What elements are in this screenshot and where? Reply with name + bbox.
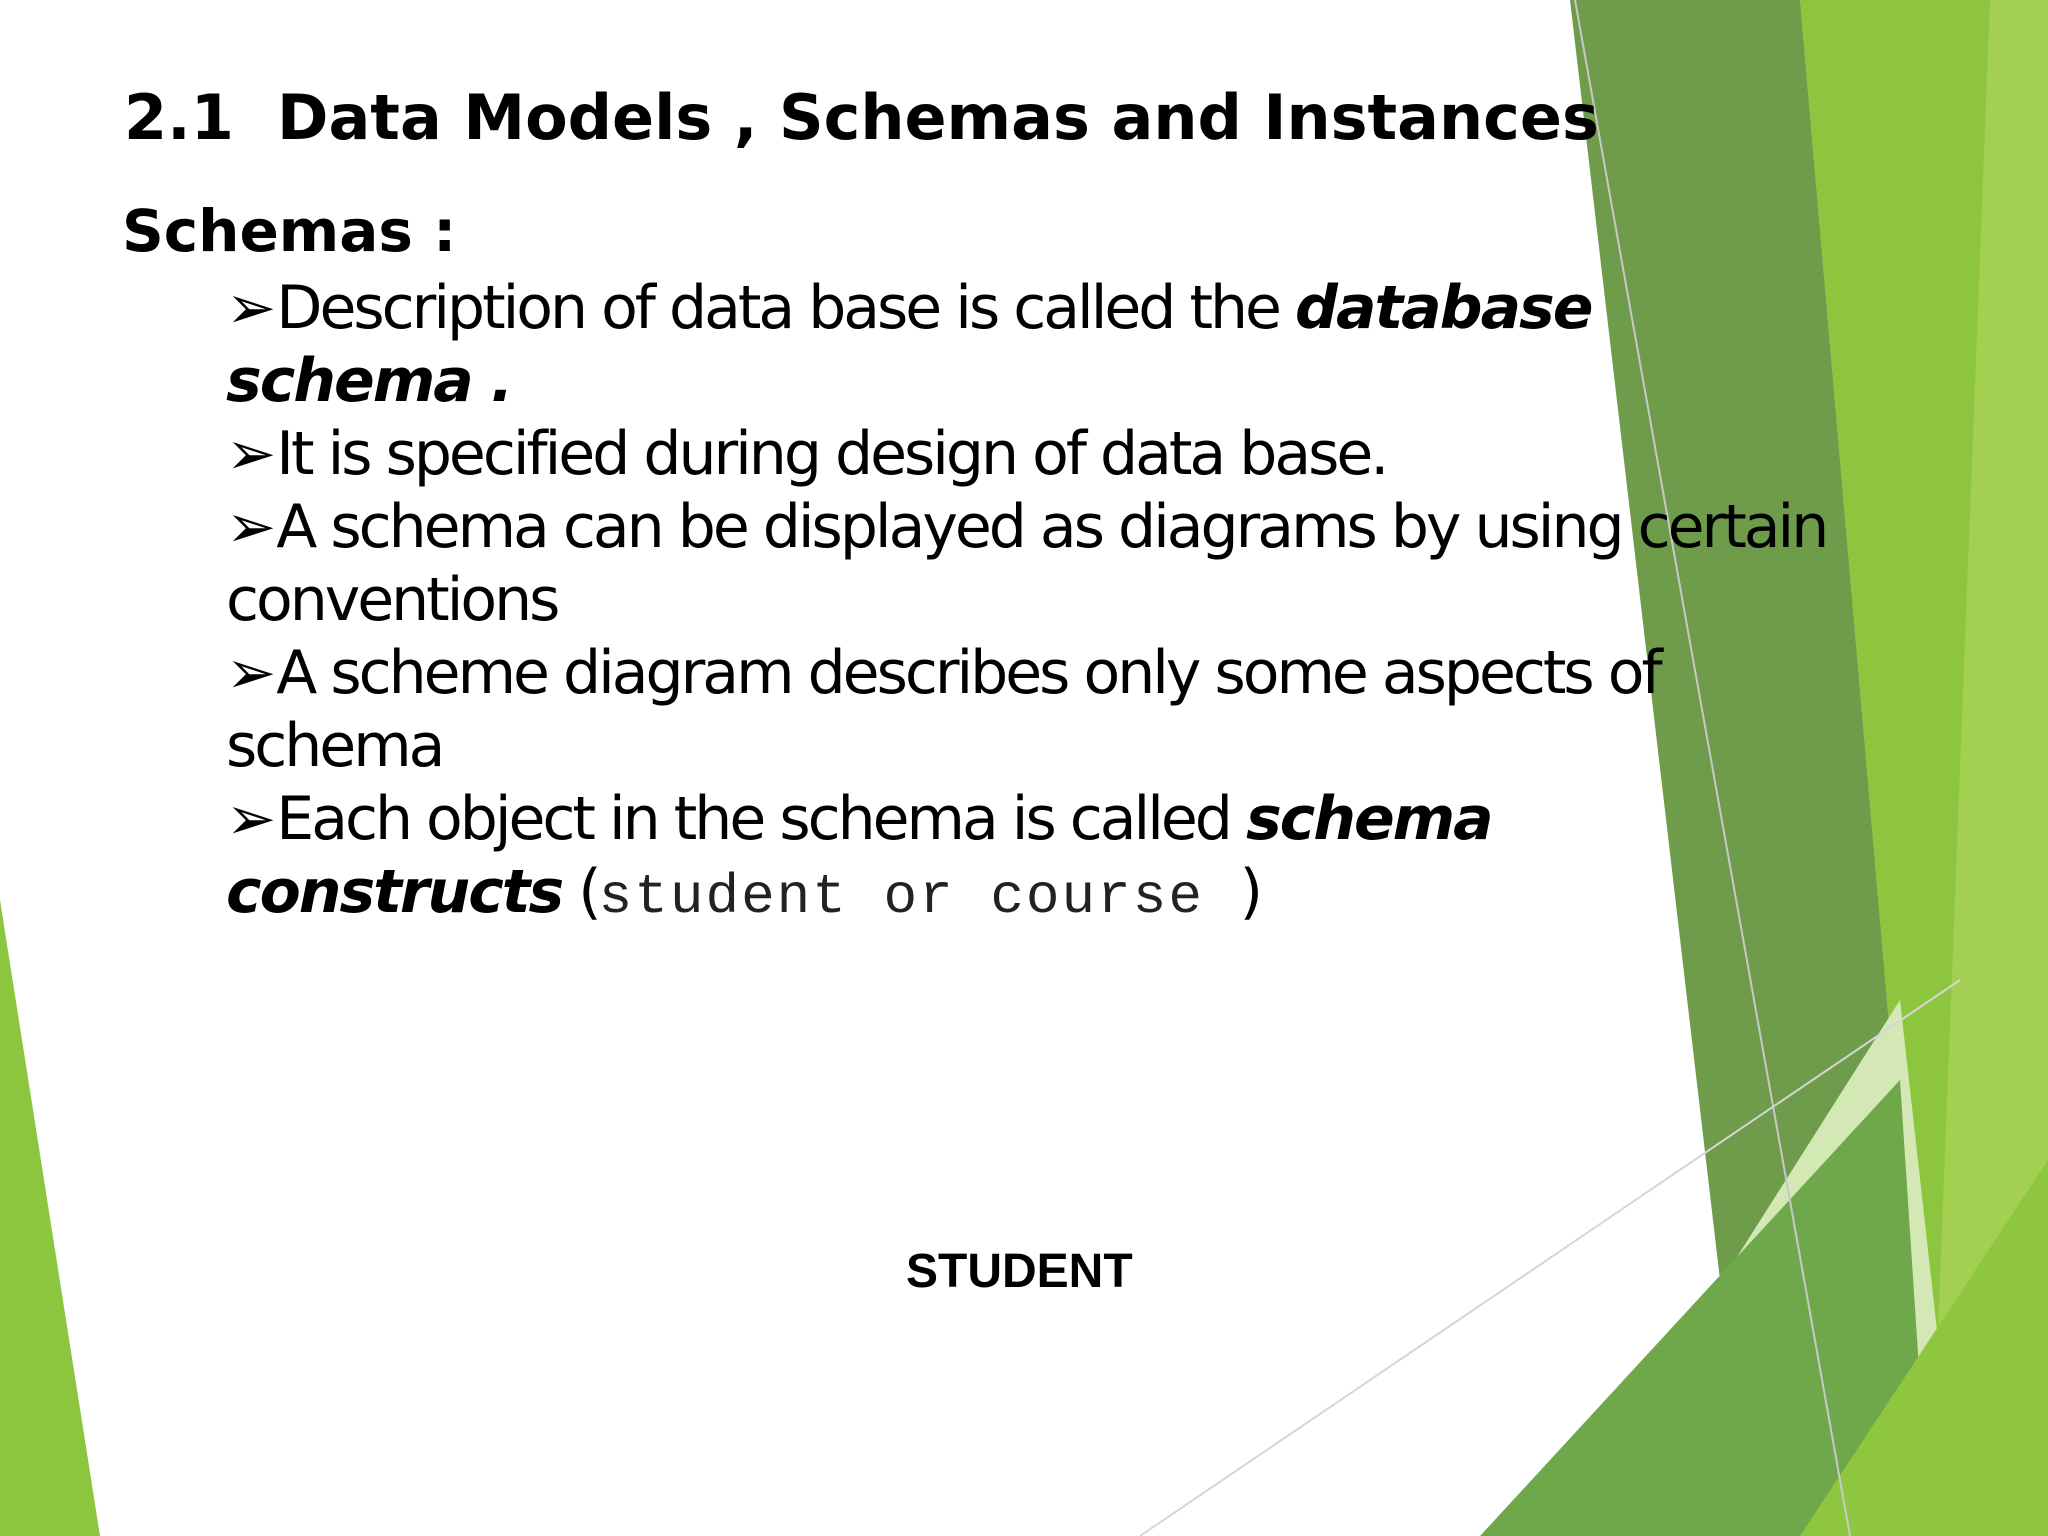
example-text: student or course — [598, 865, 1240, 929]
emphasis-text: database schema . — [226, 273, 1592, 416]
bullet-arrow-icon: ➢ — [226, 419, 277, 489]
left-green-wedge — [0, 900, 100, 1536]
bullet-arrow-icon: ➢ — [226, 273, 277, 343]
bullet-arrow-icon: ➢ — [226, 784, 277, 854]
bullet-item-5 — [226, 783, 1846, 934]
bullet-item-2 — [226, 418, 1846, 491]
bullet-text: A schema can be displayed as diagrams by using certain conventions — [226, 492, 1827, 635]
slide-title: 2.1 Data Models , Schemas and Instances — [124, 81, 1599, 154]
paren-close: ) — [1239, 857, 1260, 927]
bullet-text: Description of data base is called the — [276, 273, 1296, 343]
figure-label-student: STUDENT — [906, 1245, 1133, 1298]
bullet-text: Each object in the schema is called — [276, 784, 1246, 854]
emphasis-text: schema constructs — [226, 784, 1492, 927]
bullet-text: It is specified during design of data base. — [276, 419, 1387, 489]
bullet-item-1 — [226, 272, 1846, 418]
bullet-item-3 — [226, 491, 1846, 637]
bullet-arrow-icon: ➢ — [226, 492, 277, 562]
bullet-list — [226, 272, 1846, 934]
bullet-arrow-icon: ➢ — [226, 638, 277, 708]
bullet-text: A scheme diagram describes only some aspects of schema — [226, 638, 1660, 781]
paren-open: ( — [562, 857, 599, 927]
bullet-item-4 — [226, 637, 1846, 783]
section-heading: Schemas : — [122, 197, 457, 265]
